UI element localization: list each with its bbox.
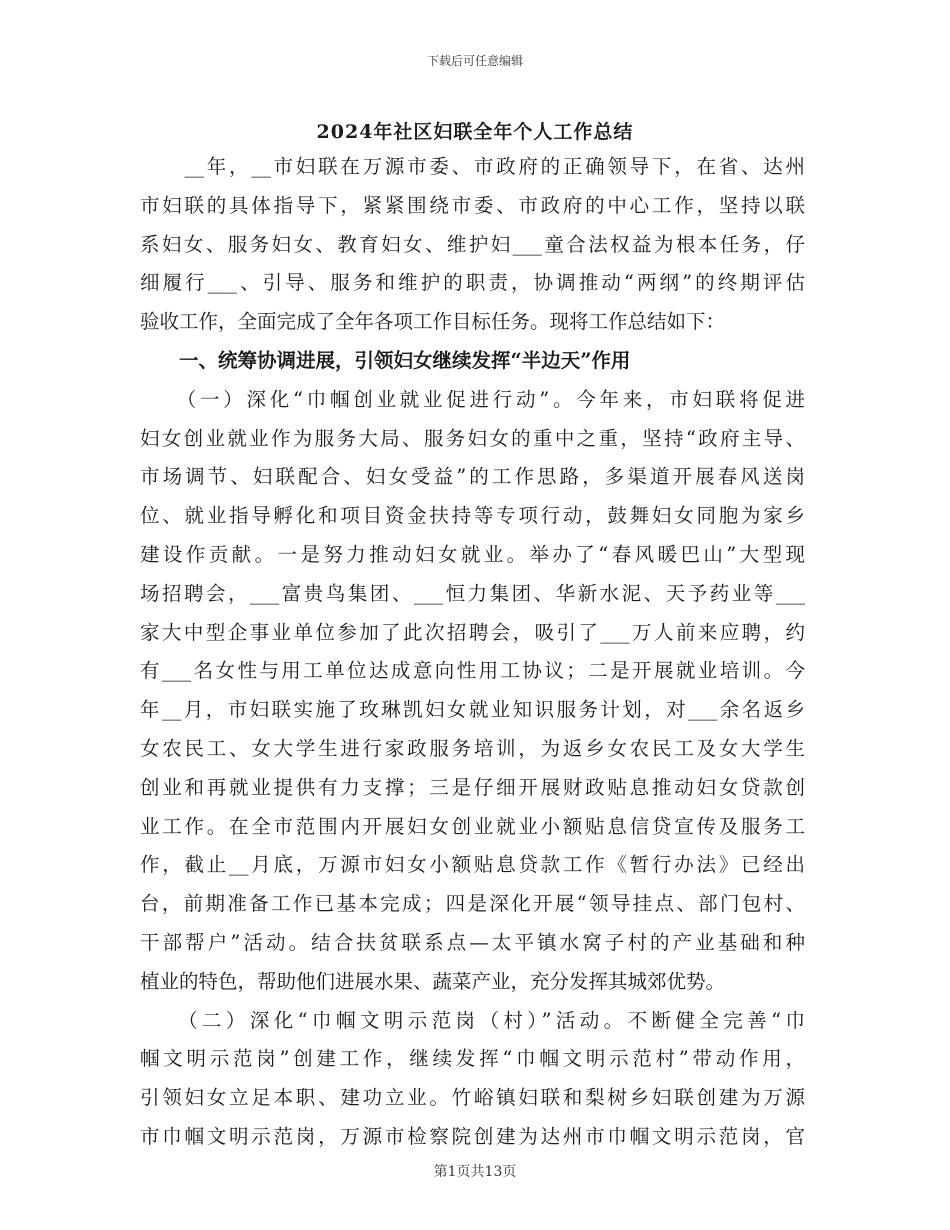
body-line: （一）深化“巾帼创业就业促进行动”。今年来，市妇联将促进 xyxy=(140,387,805,411)
body-line: __年，__市妇联在万源市委、市政府的正确领导下，在省、达州 xyxy=(140,155,805,178)
body-line: 家大中型企事业单位参加了此次招聘会，吸引了___万人前来应聘，约 xyxy=(140,620,805,644)
page-number: 第1页共13页 xyxy=(433,1164,517,1180)
body-line: 台，前期准备工作已基本完成；四是深化开展“领导挂点、部门包村、 xyxy=(140,892,805,916)
body-line: 场招聘会，___富贵鸟集团、___恒力集团、华新水泥、天予药业等___ xyxy=(140,581,805,605)
body-line: 有___名女性与用工单位达成意向性用工协议；二是开展就业培训。今 xyxy=(140,659,805,683)
body-line: 市场调节、妇联配合、妇女受益”的工作思路，多渠道开展春风送岗 xyxy=(140,465,805,489)
body-line: 验收工作，全面完成了全年各项工作目标任务。现将工作总结如下： xyxy=(140,310,726,334)
body-line: （二）深化“巾帼文明示范岗（村）”活动。不断健全完善“巾 xyxy=(140,1008,805,1032)
document-body xyxy=(140,148,805,1157)
body-line: 创业和再就业提供有力支撑；三是仔细开展财政贴息推动妇女贷款创 xyxy=(140,775,805,799)
document-title: 2024年社区妇联全年个人工作总结 xyxy=(316,121,634,143)
body-line: 系妇女、服务妇女、教育妇女、维护妇___童合法权益为根本任务，仔 xyxy=(140,232,805,256)
body-line: 引领妇女立足本职、建功立业。竹峪镇妇联和梨树乡妇联创建为万源 xyxy=(140,1086,805,1110)
header-note: 下载后可任意编辑 xyxy=(426,54,523,68)
body-line: 业工作。在全市范围内开展妇女创业就业小额贴息信贷宣传及服务工 xyxy=(140,814,805,838)
body-line: 干部帮户”活动。结合扶贫联系点—太平镇水窝子村的产业基础和种 xyxy=(140,930,805,954)
section-heading: 一、统筹协调进展，引领妇女继续发挥“半边天”作用 xyxy=(140,348,631,372)
body-line: 细履行___、引导、服务和维护的职责，协调推动“两纲”的终期评估 xyxy=(140,271,805,295)
body-line: 年__月，市妇联实施了玫琳凯妇女就业知识服务计划，对___余名返乡 xyxy=(140,698,805,722)
body-line: 女农民工、女大学生进行家政服务培训，为返乡女农民工及女大学生 xyxy=(140,736,805,760)
body-line: 帼文明示范岗”创建工作，继续发挥“巾帼文明示范村”带动作用， xyxy=(140,1047,805,1071)
body-line: 妇女创业就业作为服务大局、服务妇女的重中之重，坚持“政府主导、 xyxy=(140,426,805,450)
body-line: 位、就业指导孵化和项目资金扶持等专项行动，鼓舞妇女同胞为家乡 xyxy=(140,504,805,528)
body-line: 建设作贡献。一是努力推动妇女就业。举办了“春风暖巴山”大型现 xyxy=(140,542,805,566)
body-line: 市妇联的具体指导下，紧紧围绕市委、市政府的中心工作，坚持以联 xyxy=(140,193,805,217)
body-line: 植业的特色，帮助他们进展水果、蔬菜产业，充分发挥其城郊优势。 xyxy=(140,969,726,993)
body-line: 作，截止__月底，万源市妇女小额贴息贷款工作《暂行办法》已经出 xyxy=(140,853,805,877)
body-line: 市巾帼文明示范岗，万源市检察院创建为达州市巾帼文明示范岗，官 xyxy=(140,1124,805,1148)
